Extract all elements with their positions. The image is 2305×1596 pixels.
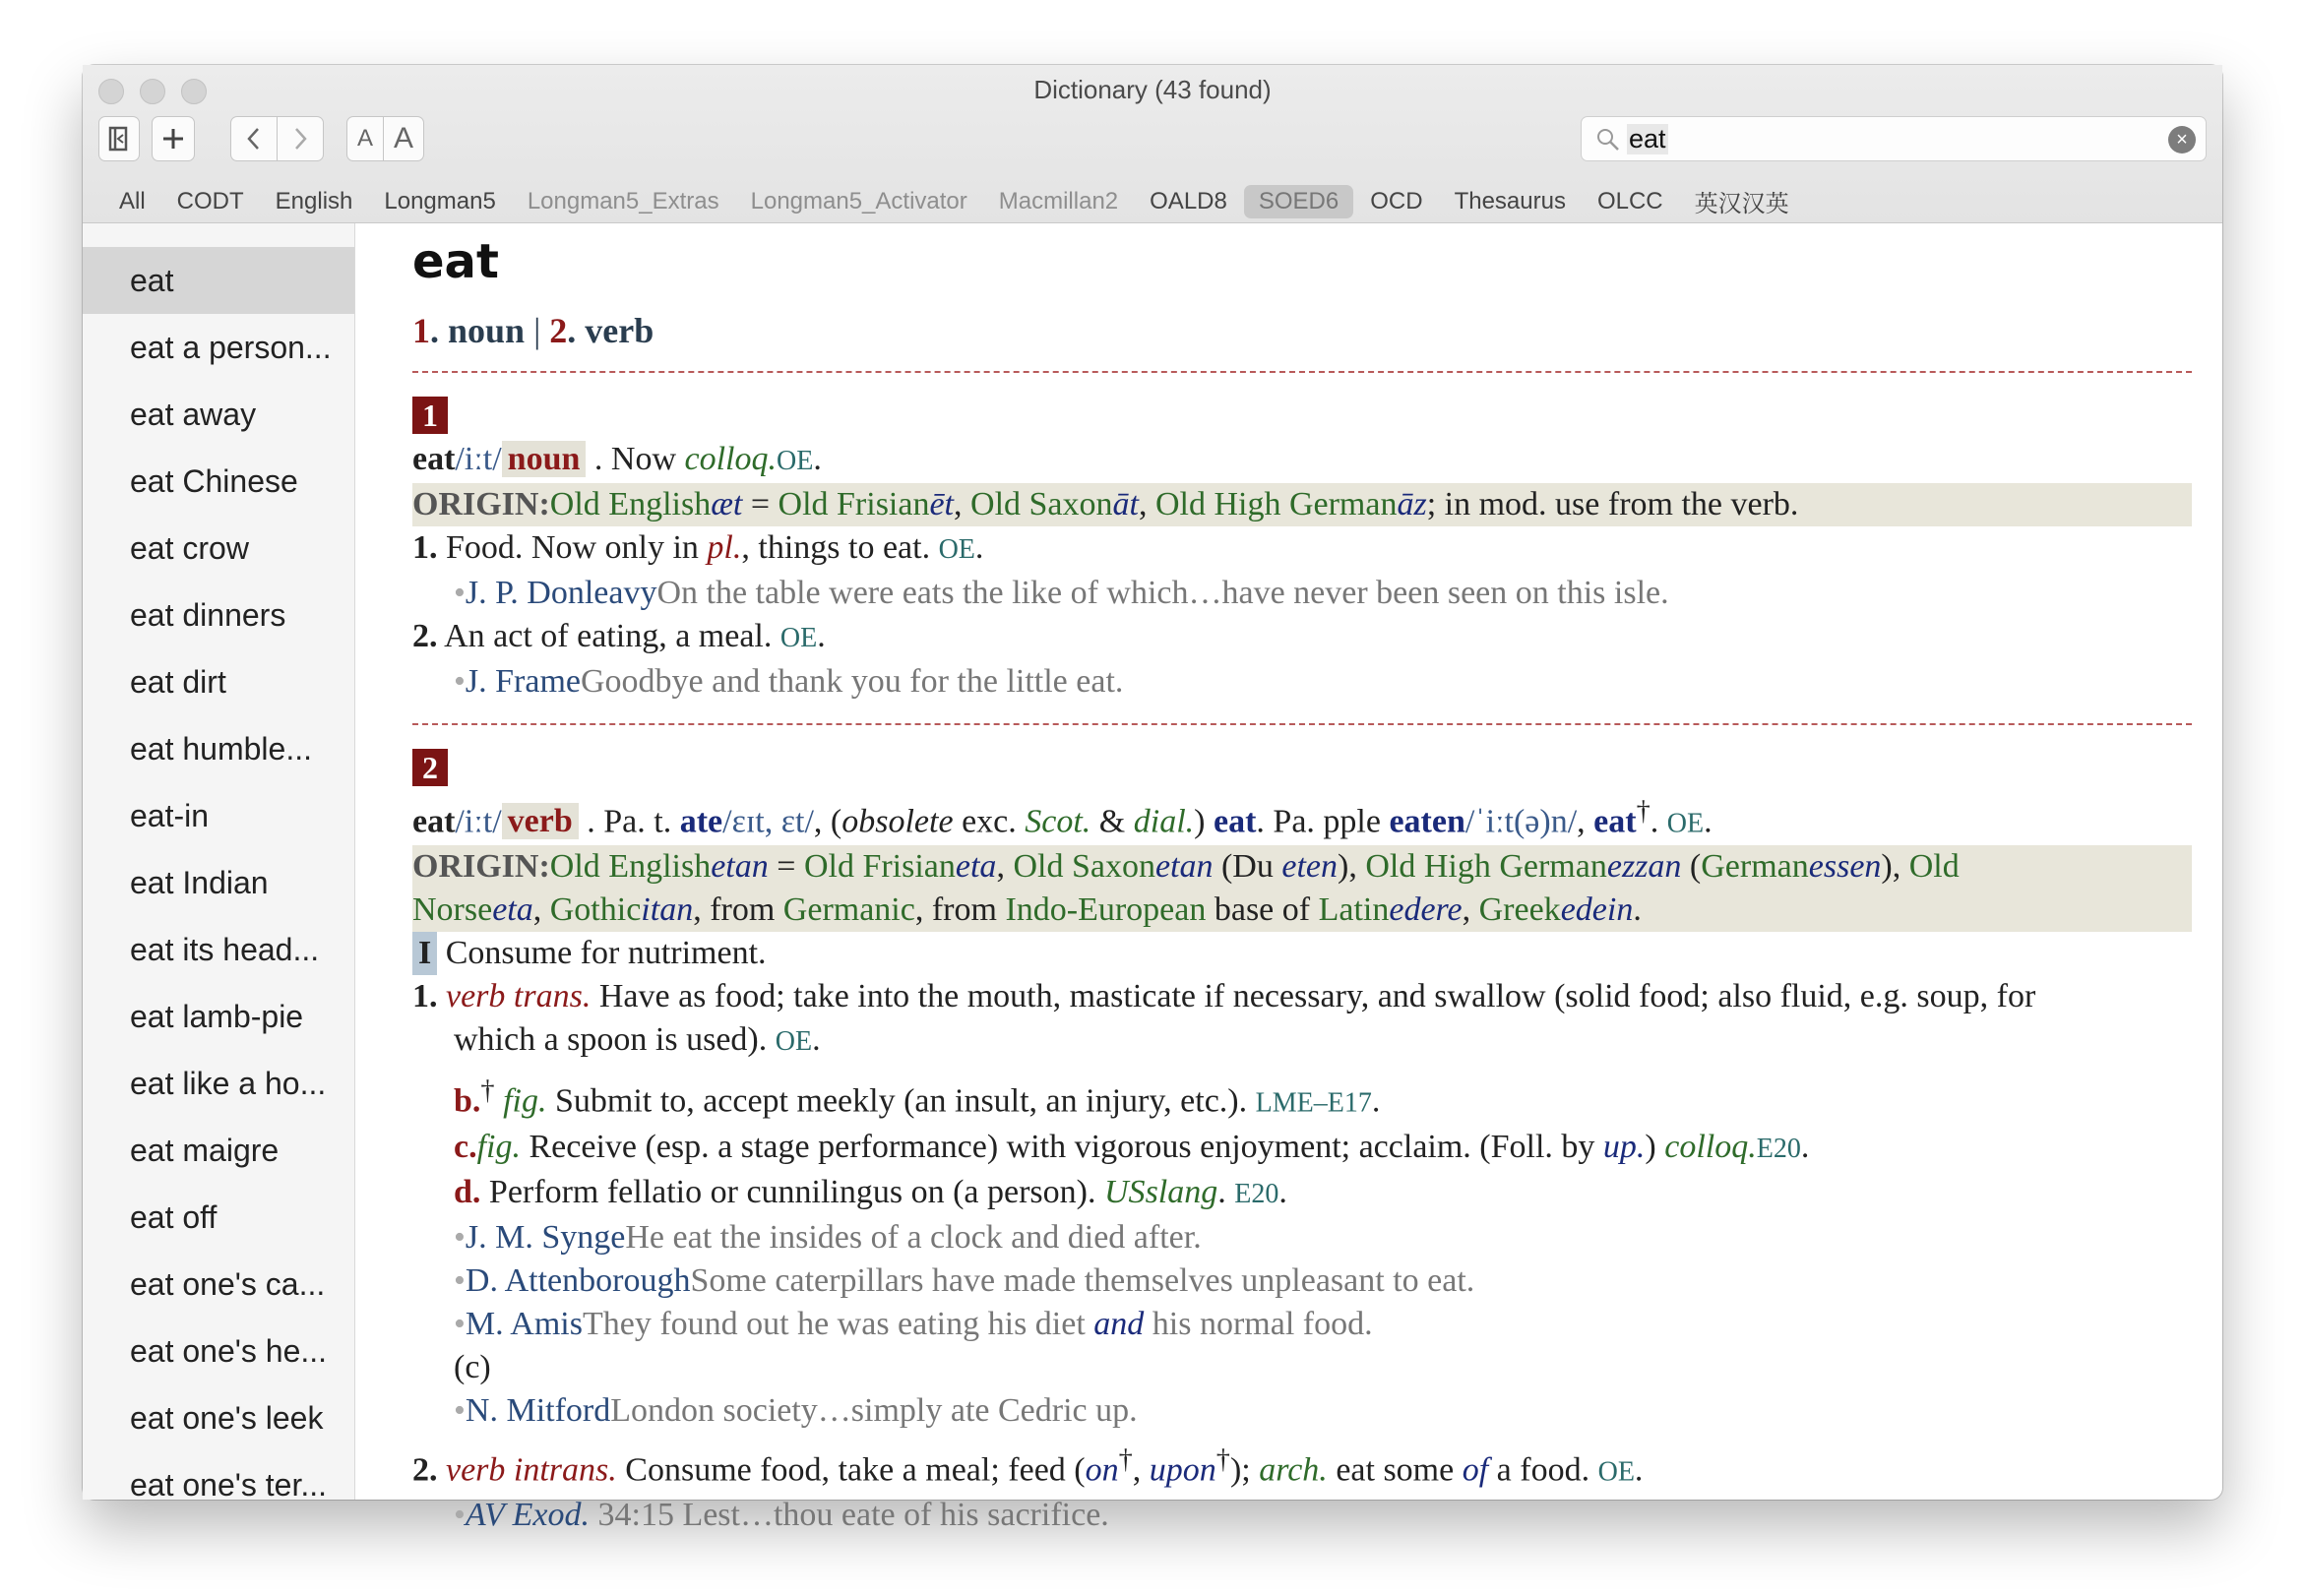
origin-lang: Old English [549, 848, 712, 886]
verb-text: . Pa. t. [578, 803, 680, 840]
sense-number: 2. [412, 618, 438, 654]
pos-nav-num-2[interactable]: 2 [549, 311, 568, 350]
origin-lang: Norse [412, 891, 493, 929]
origin-lang: Old Saxon [1013, 848, 1155, 886]
origin-text: , [996, 848, 1014, 886]
quote-author: AV Exod. [465, 1496, 590, 1533]
verb-text: ) [1194, 803, 1214, 840]
tab-all[interactable]: All [119, 187, 146, 215]
quote-author: J. M. Synge [465, 1218, 626, 1256]
verb-form: eat [1213, 803, 1257, 840]
dagger: † [1118, 1443, 1133, 1475]
verb-sense-group-i [412, 932, 2192, 975]
origin-lang: German [1701, 848, 1809, 886]
origin-form: eten [1281, 848, 1339, 886]
sense-text: , [1132, 1450, 1150, 1488]
origin-text: ( [1681, 848, 1702, 886]
sidebar-result-item[interactable]: eat Chinese [130, 463, 298, 499]
subsense-reference: (c) [454, 1348, 491, 1385]
sense-period: . [812, 1021, 821, 1059]
section-number-2: 2 [412, 749, 448, 786]
date-label: OE [779, 623, 818, 653]
plus-icon [160, 126, 186, 152]
verb-text: & [1090, 803, 1134, 840]
quote-author: M. Amis [465, 1305, 583, 1342]
tab-codt[interactable]: CODT [176, 187, 244, 215]
sense-number: 1. [412, 978, 438, 1015]
quote-author: J. P. Donleavy [465, 575, 657, 611]
origin-lang: Old High German [1154, 486, 1398, 522]
tab-thesaurus[interactable]: Thesaurus [1454, 187, 1566, 215]
sense-number: 1. [412, 529, 438, 566]
tab--[interactable]: 英汉汉英 [1694, 191, 1789, 217]
clear-search-icon[interactable]: × [2168, 126, 2196, 153]
definition-pane [355, 223, 2222, 1533]
origin-form: ezzan [1606, 848, 1682, 886]
tab-longman5-activator[interactable]: Longman5_Activator [750, 187, 967, 215]
sidebar-icon [107, 125, 131, 153]
add-button[interactable] [152, 116, 195, 161]
noun-period: . [813, 441, 822, 477]
sidebar-result-item[interactable]: eat lamb-pie [130, 999, 304, 1034]
sense-text: Receive (esp. a stage performance) with vigorous enjoyment; acclaim. (Foll. by [521, 1128, 1603, 1165]
quote-author: N. Mitford [465, 1391, 611, 1429]
sense-label: arch. [1259, 1450, 1328, 1488]
origin-text: ), [1338, 848, 1366, 886]
bullet: • [454, 1261, 466, 1299]
origin-form: edein [1560, 891, 1634, 929]
sense-text: Perform fellatio or cunnilingus on (a person). [480, 1173, 1104, 1210]
larger-font-button[interactable]: A [383, 116, 424, 161]
sense-period: . [1371, 1082, 1381, 1120]
entry-headword: eat [412, 234, 499, 289]
subsense-letter: b. [454, 1082, 481, 1120]
verb-text: . [1650, 803, 1667, 840]
origin-form: edere [1389, 891, 1463, 929]
noun-sense-2 [412, 615, 2192, 660]
origin-lang: Latin [1318, 891, 1390, 929]
verb-text: exc. [953, 803, 1026, 840]
verb-sense-1d [412, 1171, 2192, 1216]
origin-text: , [1138, 486, 1155, 522]
sense-number: 2. [412, 1450, 438, 1488]
sidebar-result-item[interactable]: eat its head... [130, 932, 320, 967]
origin-text: = [742, 486, 779, 522]
smaller-font-button[interactable]: A [346, 116, 384, 161]
noun-date-label: OE [776, 446, 814, 476]
verb-period: . [1704, 803, 1713, 840]
noun-usage-text: . Now [586, 441, 685, 477]
section-number-1: 1 [412, 397, 448, 434]
sidebar-result-item[interactable]: eat-in [130, 798, 210, 833]
date-label: LME–E17 [1255, 1087, 1372, 1119]
dictionary-tabs [104, 181, 1806, 221]
origin-lang: Old Frisian [803, 848, 956, 886]
origin-lang: Old English [549, 486, 712, 522]
bullet: • [454, 1305, 466, 1342]
quote-text: London society…simply ate Cedric up. [610, 1391, 1138, 1429]
quote-text: Some caterpillars have made themselves unpleasant to eat. [690, 1261, 1475, 1299]
example-quote [412, 1389, 2192, 1433]
sidebar-result-item[interactable]: eat crow [130, 530, 249, 566]
noun-register-label: colloq. [684, 441, 777, 477]
quote-text: They found out he was eating his diet [582, 1305, 1094, 1342]
pos-nav-noun-link[interactable]: . noun [430, 311, 526, 350]
grammar-label: verb trans. [437, 978, 592, 1015]
origin-text: (Du [1213, 848, 1282, 886]
noun-origin [412, 483, 2192, 526]
quote-emphasis: and [1093, 1305, 1145, 1342]
sidebar-result-item[interactable]: eat a person... [130, 330, 332, 365]
toolbar [83, 65, 2222, 223]
noun-sense-1 [412, 526, 2192, 572]
forward-button[interactable] [277, 116, 324, 161]
noun-pronunciation: /iːt/ [455, 441, 502, 477]
noun-headline [412, 438, 2192, 483]
verb-text: , [1577, 803, 1594, 840]
sidebar-toggle-button[interactable] [98, 116, 140, 161]
origin-lang: Old Frisian [778, 486, 930, 522]
sidebar-result-item[interactable]: eat one's ter... [130, 1467, 328, 1503]
tab-macmillan2[interactable]: Macmillan2 [998, 187, 1119, 215]
dagger: † [1636, 796, 1651, 827]
origin-text: = [768, 848, 804, 886]
sense-form: upon [1149, 1450, 1216, 1488]
verb-text: , ( [813, 803, 842, 840]
sense-text: Food. Now only in [437, 529, 708, 566]
origin-lang: Greek [1478, 891, 1561, 929]
pos-nav-separator: | [525, 311, 550, 350]
sense-text: Consume food, take a meal; feed ( [616, 1450, 1086, 1488]
sense-text: ) [1645, 1128, 1665, 1165]
origin-text: , from [693, 891, 783, 929]
search-input[interactable]: eat [1629, 124, 1666, 153]
noun-pos-label: noun [502, 441, 587, 477]
tab-longman5-extras[interactable]: Longman5_Extras [527, 187, 719, 215]
origin-form: āt [1112, 486, 1139, 522]
sense-label: US [1104, 1173, 1146, 1210]
verb-pos-label: verb [502, 803, 579, 839]
verb-label: dial. [1133, 803, 1195, 840]
sidebar-result-item[interactable]: eat like a ho... [130, 1066, 327, 1101]
verb-form: eaten [1389, 803, 1465, 840]
tab-english[interactable]: English [275, 187, 353, 215]
example-quote [412, 1494, 2192, 1537]
sense-period: . [974, 529, 984, 566]
sense-text: eat some [1327, 1450, 1463, 1488]
subsense-letter: d. [454, 1173, 481, 1210]
sense-period: . [1634, 1450, 1644, 1488]
sense-group-label: I [412, 932, 437, 975]
sidebar-result-item[interactable]: eat humble... [130, 731, 312, 767]
origin-lang: Old Saxon [970, 486, 1113, 522]
quote-text: He eat the insides of a clock and died after. [625, 1218, 1202, 1256]
verb-form-pron: /ɛɪt, ɛt/ [722, 803, 814, 840]
verb-pronunciation: /iːt/ [455, 803, 502, 840]
origin-form: eta [492, 891, 533, 929]
sense-text: a food. [1488, 1450, 1598, 1488]
sidebar-result-item[interactable]: eat dinners [130, 597, 286, 633]
sense-period: . [1278, 1173, 1287, 1210]
dagger: † [480, 1075, 495, 1107]
quote-author: D. Attenborough [465, 1261, 691, 1299]
date-label: E20 [1756, 1133, 1801, 1164]
sense-text: Have as food; take into the mouth, masticate if necessary, and swallow (solid food; also fluid, e.g. soup, for [591, 978, 2036, 1015]
example-quote [412, 572, 2192, 615]
verb-sense-1 [412, 975, 2192, 1064]
bullet: • [454, 1218, 466, 1256]
verb-sense-1c [412, 1126, 2192, 1171]
verb-label: obsolete [841, 803, 954, 840]
verb-origin [412, 845, 2192, 932]
chevron-right-icon [290, 126, 310, 152]
verb-form: eat [1593, 803, 1637, 840]
origin-text: , [1462, 891, 1479, 929]
sidebar-result-item[interactable]: eat [83, 247, 354, 314]
date-label: E20 [1234, 1178, 1279, 1209]
origin-text: , from [914, 891, 1006, 929]
origin-form: ēt [929, 486, 955, 522]
sense-label: fig. [476, 1128, 521, 1165]
origin-form: etan [1154, 848, 1214, 886]
origin-form: itan [641, 891, 694, 929]
origin-text: base of [1206, 891, 1319, 929]
sidebar-result-item[interactable]: eat one's he... [130, 1333, 328, 1369]
sidebar-result-item[interactable]: eat maigre [130, 1133, 280, 1168]
pos-nav-verb-link[interactable]: . verb [567, 311, 654, 350]
sense-label: colloq. [1664, 1128, 1757, 1165]
date-label: OE [775, 1026, 813, 1058]
sidebar-result-item[interactable]: eat one's leek [130, 1400, 324, 1436]
sense-label: slang [1145, 1173, 1218, 1210]
tab-olcc[interactable]: OLCC [1596, 187, 1663, 215]
origin-label: ORIGIN: [412, 848, 550, 886]
window-title: Dictionary (43 found) [1033, 75, 1272, 104]
origin-lang: Gothic [549, 891, 642, 929]
verb-headline [412, 790, 2192, 845]
tab-ocd[interactable]: OCD [1370, 187, 1423, 215]
tab-soed6[interactable]: SOED6 [1244, 185, 1353, 218]
origin-text: . [1633, 891, 1642, 929]
origin-label: ORIGIN: [412, 486, 550, 522]
origin-text: ), [1881, 848, 1909, 886]
verb-sense-2 [412, 1439, 2192, 1494]
sense-text: , things to eat. [741, 529, 939, 566]
origin-text: , [954, 486, 971, 522]
sense-label: fig. [494, 1082, 547, 1120]
dictionary-window [83, 65, 2222, 1533]
results-sidebar [83, 223, 355, 1503]
sense-form: on [1085, 1450, 1119, 1488]
origin-text: , [532, 891, 550, 929]
origin-lang: Germanic [782, 891, 915, 929]
bullet: • [454, 663, 466, 700]
verb-form-pron: /ˈiːt(ə)n/ [1464, 803, 1578, 840]
origin-lang: Old [1908, 848, 1960, 886]
sense-text: which a spoon is used). [454, 1021, 776, 1059]
example-quote [412, 660, 2192, 704]
sidebar-result-item[interactable]: eat one's ca... [130, 1266, 326, 1302]
section-divider [412, 371, 2192, 373]
sense-text: . [1217, 1173, 1235, 1210]
back-button[interactable] [230, 116, 278, 161]
sidebar-result-item[interactable]: eat away [130, 397, 257, 432]
date-label: OE [1666, 808, 1705, 839]
quote-text: Goodbye and thank you for the little eat. [581, 663, 1124, 700]
verb-text: . Pa. pple [1256, 803, 1390, 840]
sidebar-result-item[interactable]: eat dirt [130, 664, 226, 700]
section-divider [412, 723, 2192, 725]
example-quote [412, 1259, 2192, 1303]
quote-text: his normal food. [1144, 1305, 1373, 1342]
date-label: OE [1597, 1455, 1635, 1487]
verb-headword: eat [412, 803, 456, 840]
quote-author: J. Frame [465, 663, 581, 700]
example-quote [412, 1303, 2192, 1346]
sidebar-result-item[interactable]: eat Indian [130, 865, 269, 900]
tab-longman5[interactable]: Longman5 [384, 187, 496, 215]
pos-navigation [412, 310, 2192, 351]
subsense-letter: c. [454, 1128, 477, 1165]
sense-period: . [1800, 1128, 1810, 1165]
date-label: OE [938, 534, 975, 565]
origin-lang: Indo-European [1005, 891, 1207, 929]
quote-text: 34:15 Lest…thou eate of his sacrifice. [590, 1496, 1109, 1533]
pos-nav-num-1[interactable]: 1 [412, 311, 430, 350]
verb-label: Scot. [1025, 803, 1091, 840]
example-quote [412, 1216, 2192, 1259]
sense-text: ); [1229, 1450, 1260, 1488]
bullet: • [454, 1496, 466, 1533]
chevron-left-icon [244, 126, 264, 152]
sense-group-text: Consume for nutriment. [437, 935, 767, 972]
bullet: • [454, 1391, 466, 1429]
sense-text: An act of eating, a meal. [437, 618, 780, 654]
origin-form: æt [711, 486, 743, 522]
sense-form: up. [1602, 1128, 1646, 1165]
quote-text: On the table were eats the like of which…have never been seen on this isle. [656, 575, 1669, 611]
origin-lang: Old High German [1365, 848, 1607, 886]
origin-text: ; in mod. use from the verb. [1426, 486, 1799, 522]
noun-headword: eat [412, 441, 456, 477]
grammar-label: verb intrans. [437, 1450, 617, 1488]
origin-form: essen [1808, 848, 1882, 886]
dagger: † [1215, 1443, 1230, 1475]
origin-form: eta [955, 848, 997, 886]
origin-form: āz [1397, 486, 1427, 522]
sense-period: . [817, 618, 826, 654]
search-icon [1595, 127, 1621, 153]
verb-form: ate [679, 803, 723, 840]
sense-text: Submit to, accept meekly (an insult, an injury, etc.). [546, 1082, 1256, 1120]
tab-oald8[interactable]: OALD8 [1150, 187, 1227, 215]
sense-form: of [1462, 1450, 1489, 1488]
origin-form: etan [711, 848, 769, 886]
verb-sense-1b [412, 1070, 2192, 1125]
search-field[interactable] [1581, 116, 2207, 161]
bullet: • [454, 575, 466, 611]
sidebar-result-item[interactable]: eat off [130, 1199, 218, 1235]
sense-label: pl. [707, 529, 742, 566]
